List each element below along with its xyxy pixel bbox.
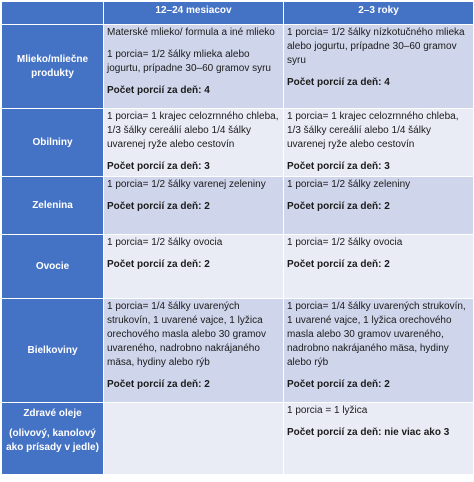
row-label-healthy-oils bbox=[2, 403, 104, 475]
table-row bbox=[2, 235, 474, 299]
cell-text: 1 porcia= 1/2 šálky mlieka alebo jogurtu, prípadne 30–60 gramov syru bbox=[107, 49, 271, 74]
row-label-protein: Bielkoviny bbox=[2, 299, 104, 403]
cell-text: 1 porcia= 1 krajec celozrnného chleba, 1/3 šálky cereálií alebo 1/4 šálky uvarenej ryže alebo cestovín bbox=[107, 111, 279, 150]
cell-count: Počet porcií za deň: 4 bbox=[107, 85, 210, 96]
row-label-fruit: Ovocie bbox=[2, 235, 104, 299]
row-label-text: Zdravé oleje bbox=[23, 408, 82, 419]
table-row bbox=[2, 109, 474, 177]
row-label-dairy: Mlieko/mliečne produkty bbox=[2, 25, 104, 109]
cell-text: 1 porcia= 1/4 šálky uvarených strukovín, 1 uvarené vajce, 1 lyžica orechového masla alebo 30 gramov uvareného, nadrobno nakrájaného mäsa, hydiny alebo rýb bbox=[287, 301, 466, 368]
cell-dairy-2-3 bbox=[284, 25, 474, 109]
cell-protein-2-3 bbox=[284, 299, 474, 403]
cell-text: 1 porcia= 1/4 šálky uvarených strukovín, 1 uvarené vajce, 1 lyžica orechového masla alebo 30 gramov uvareného, nadrobno nakrájaného mäsa, hydiny alebo rýb bbox=[107, 301, 266, 368]
cell-text: 1 porcia = 1 lyžica bbox=[287, 405, 368, 416]
cell-oils-2-3 bbox=[284, 403, 474, 475]
cell-fruit-12-24 bbox=[104, 235, 284, 299]
cell-dairy-12-24 bbox=[104, 25, 284, 109]
cell-count: Počet porcií za deň: 2 bbox=[287, 201, 390, 212]
table-row bbox=[2, 299, 474, 403]
table-header-row bbox=[2, 2, 474, 25]
cell-text: 1 porcia= 1/2 šálky ovocia bbox=[287, 237, 403, 248]
cell-oils-12-24 bbox=[104, 403, 284, 475]
cell-count: Počet porcií za deň: 4 bbox=[287, 77, 390, 88]
nutrition-table bbox=[1, 1, 474, 475]
cell-count: Počet porcií za deň: 2 bbox=[287, 259, 390, 270]
table-row bbox=[2, 25, 474, 109]
cell-text: 1 porcia= 1/2 šálky nízkotučného mlieka alebo jogurtu, prípadne 30–60 gramov syru bbox=[287, 27, 465, 66]
cell-grains-12-24 bbox=[104, 109, 284, 177]
header-age-2-3: 2–3 roky bbox=[284, 2, 474, 25]
table-row bbox=[2, 177, 474, 235]
row-label-subtext: (olivový, kanolový ako prísady v jedle) bbox=[6, 428, 99, 453]
header-corner bbox=[2, 2, 104, 25]
cell-vegetables-12-24 bbox=[104, 177, 284, 235]
cell-count: Počet porcií za deň: 3 bbox=[107, 161, 210, 172]
cell-vegetables-2-3 bbox=[284, 177, 474, 235]
cell-count: Počet porcií za deň: 2 bbox=[107, 201, 210, 212]
cell-grains-2-3 bbox=[284, 109, 474, 177]
cell-text: 1 porcia= 1/2 šálky zeleniny bbox=[287, 179, 411, 190]
cell-text: 1 porcia= 1 krajec celozrnného chleba, 1/3 šálky cereálií alebo 1/4 šálky uvarenej ryže alebo cestovín bbox=[287, 111, 459, 150]
cell-count: Počet porcií za deň: 2 bbox=[107, 259, 210, 270]
cell-protein-12-24 bbox=[104, 299, 284, 403]
row-label-vegetables: Zelenina bbox=[2, 177, 104, 235]
cell-text: 1 porcia= 1/2 šálky varenej zeleniny bbox=[107, 179, 266, 190]
cell-count: Počet porcií za deň: 3 bbox=[287, 161, 390, 172]
cell-count: Počet porcií za deň: nie viac ako 3 bbox=[287, 427, 450, 438]
table-row bbox=[2, 403, 474, 475]
cell-text: 1 porcia= 1/2 šálky ovocia bbox=[107, 237, 223, 248]
row-label-grains: Obilniny bbox=[2, 109, 104, 177]
cell-count: Počet porcií za deň: 2 bbox=[107, 379, 210, 390]
header-age-12-24: 12–24 mesiacov bbox=[104, 2, 284, 25]
cell-text: Materské mlieko/ formula a iné mlieko bbox=[107, 27, 275, 38]
cell-count: Počet porcií za deň: 2 bbox=[287, 379, 390, 390]
cell-fruit-2-3 bbox=[284, 235, 474, 299]
